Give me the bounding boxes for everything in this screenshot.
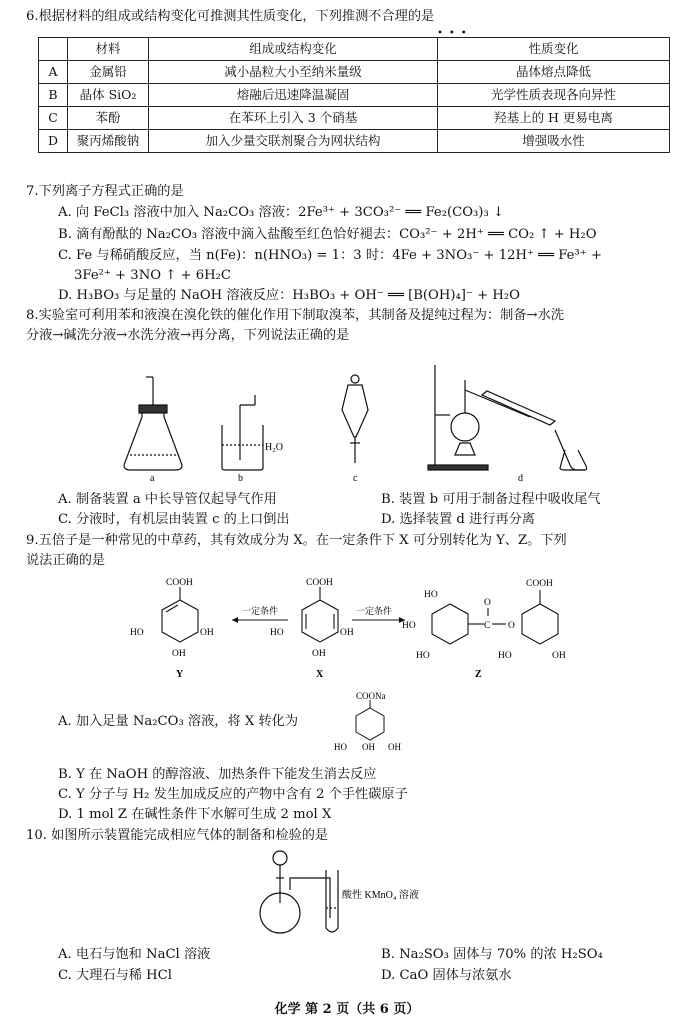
- coona-label: COONa: [356, 691, 386, 701]
- ho-label: HO: [402, 621, 416, 631]
- ho-label: HO: [498, 651, 512, 661]
- oh-label: OH: [172, 649, 186, 659]
- q9-structures-figure: [120, 572, 600, 687]
- apparatus-label-a: a: [150, 473, 155, 484]
- apparatus-label-c: c: [353, 473, 358, 484]
- cooh-label: COOH: [526, 579, 553, 589]
- apparatus-label-d: d: [518, 473, 523, 484]
- structure-x: [302, 587, 338, 642]
- apparatus-b-beaker: [222, 395, 263, 470]
- oh-label: OH: [340, 628, 354, 638]
- q7-option-c: C. Fe 与稀硝酸反应，当 n(Fe)：n(HNO₃) = 1：3 时：4Fe + 3NO₃⁻ + 12H⁺ ══ Fe³⁺ +: [58, 248, 602, 263]
- q8-stem-cont: 分液→碱洗分液→水洗分液→再分离，下列说法正确的是: [26, 328, 350, 343]
- q10-option-d: D. CaO 固体与浓氨水: [381, 968, 512, 983]
- q10-option-a: A. 电石与饱和 NaCl 溶液: [58, 947, 211, 962]
- page-footer: 化学 第 2 页（共 6 页）: [274, 1002, 420, 1017]
- q10-stem: 10. 如图所示装置能完成相应气体的制备和检验的是: [26, 828, 329, 843]
- q6-table: [38, 37, 670, 153]
- structure-z: [432, 590, 558, 644]
- cooh-label: COOH: [306, 578, 333, 588]
- q10-option-b: B. Na₂SO₃ 固体与 70% 的浓 H₂SO₄: [381, 947, 603, 962]
- q8-option-d: D. 选择装置 d 进行再分离: [381, 512, 535, 527]
- q9-option-b: B. Y 在 NaOH 的醇溶液、加热条件下能发生消去反应: [58, 767, 377, 782]
- label-x: X: [316, 669, 324, 680]
- ester-o2-label: O: [508, 621, 515, 631]
- ho-label: HO: [130, 628, 144, 638]
- ester-o-label: O: [484, 598, 491, 608]
- q9-stem: 9.五倍子是一种常见的中草药，其有效成分为 X。在一定条件下 X 可分别转化为 Y、Z。下列: [26, 533, 567, 548]
- structure-y: [162, 587, 198, 642]
- emphasis-dots: •••: [437, 28, 473, 39]
- table-row: A 金属铅 减小晶粒大小至纳米量级 晶体熔点降低: [39, 61, 670, 84]
- q10-option-c: C. 大理石与稀 HCl: [58, 968, 172, 983]
- q9-stem-cont: 说法正确的是: [26, 553, 106, 568]
- condition-label: 一定条件: [356, 606, 393, 616]
- apparatus-label-b: b: [238, 473, 243, 484]
- sodium-salt-structure: [330, 690, 430, 754]
- ester-c-label: C: [484, 621, 491, 631]
- ho-label: HO: [424, 590, 438, 600]
- q6-stem: 6.根据材料的组成或结构变化可推测其性质变化，下列推测不合理的是: [26, 9, 435, 24]
- condition-label: 一定条件: [242, 606, 279, 616]
- q8-option-b: B. 装置 b 可用于制备过程中吸收尾气: [381, 492, 601, 507]
- q7-option-d: D. H₃BO₃ 与足量的 NaOH 溶液反应：H₃BO₃ + OH⁻ ══ [B(OH)₄]⁻ + H₂O: [58, 288, 520, 303]
- ho-label: HO: [334, 742, 347, 752]
- q8-option-c: C. 分液时，有机层由装置 c 的上口倒出: [58, 512, 290, 527]
- q7-option-c-cont: 3Fe²⁺ + 3NO ↑ + 6H₂C: [74, 268, 231, 283]
- cooh-label: COOH: [166, 578, 193, 588]
- label-y: Y: [176, 669, 184, 680]
- apparatus-a-flask: [124, 377, 182, 470]
- oh-label: OH: [362, 742, 375, 752]
- table-header-row: 材料 组成或结构变化 性质变化: [39, 38, 670, 61]
- kmno4-reagent-label: 酸性 KMnO₄ 溶液: [342, 890, 419, 901]
- q7-stem: 7.下列离子方程式正确的是: [26, 184, 184, 199]
- q10-apparatus-figure: [250, 848, 490, 938]
- q9-option-a: A. 加入足量 Na₂CO₃ 溶液，将 X 转化为: [58, 714, 299, 729]
- q8-apparatus-figure: [110, 355, 590, 485]
- apparatus-d-distillation: [428, 365, 587, 470]
- table-row: D 聚丙烯酸钠 加入少量交联剂聚合为网状结构 增强吸水性: [39, 130, 670, 153]
- q9-option-d: D. 1 mol Z 在碱性条件下水解可生成 2 mol X: [58, 807, 332, 822]
- q8-option-a: A. 制备装置 a 中长导管仅起导气作用: [58, 492, 277, 507]
- q9-option-c: C. Y 分子与 H₂ 发生加成反应的产物中含有 2 个手性碳原子: [58, 787, 408, 802]
- h2o-label: H₂O: [265, 442, 283, 453]
- test-tube: [326, 870, 338, 932]
- apparatus-c-funnel: [342, 375, 368, 463]
- flask-with-funnel: [260, 851, 330, 933]
- ho-label: HO: [270, 628, 284, 638]
- oh-label: OH: [388, 742, 401, 752]
- table-row: C 苯酚 在苯环上引入 3 个硝基 羟基上的 H 更易电离: [39, 107, 670, 130]
- q8-stem: 8.实验室可利用苯和液溴在溴化铁的催化作用下制取溴苯，其制备及提纯过程为：制备→水洗: [26, 308, 564, 323]
- table-row: B 晶体 SiO₂ 熔融后迅速降温凝固 光学性质表现各向异性: [39, 84, 670, 107]
- oh-label: OH: [552, 651, 566, 661]
- q7-option-a: A. 向 FeCl₃ 溶液中加入 Na₂CO₃ 溶液：2Fe³⁺ + 3CO₃²⁻ ══ Fe₂(CO₃)₃ ↓: [58, 205, 504, 220]
- label-z: Z: [475, 669, 482, 680]
- oh-label: OH: [312, 649, 326, 659]
- ho-label: HO: [416, 651, 430, 661]
- oh-label: OH: [200, 628, 214, 638]
- q7-option-b: B. 滴有酚酞的 Na₂CO₃ 溶液中滴入盐酸至红色恰好褪去：CO₃²⁻ + 2H⁺ ══ CO₂ ↑ + H₂O: [58, 227, 597, 242]
